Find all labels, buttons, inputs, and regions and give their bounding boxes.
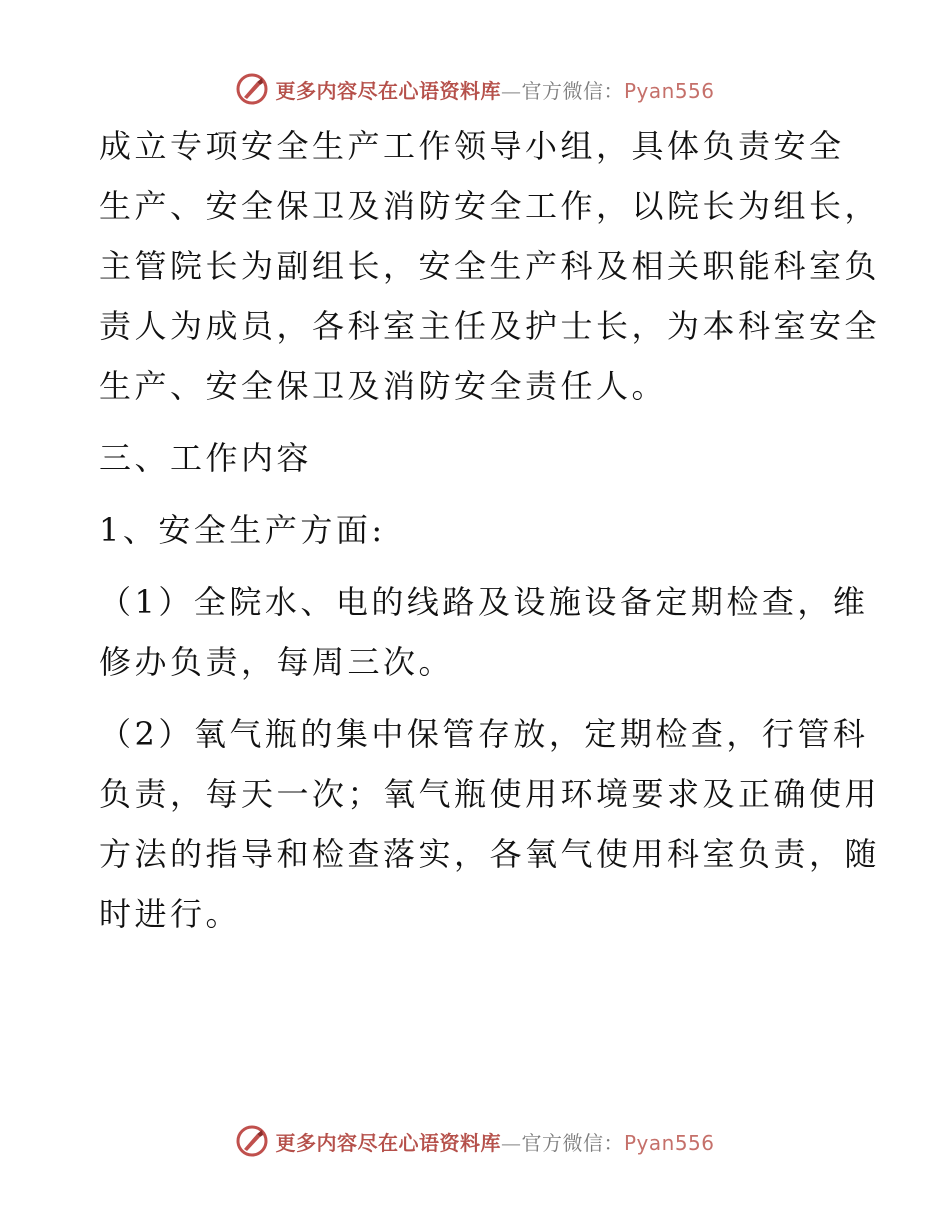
- watermark-text: 更多内容尽在心语资料库—官方微信：Pyan556: [275, 1130, 715, 1155]
- footer-watermark: [0, 1123, 950, 1159]
- pen-logo-icon: [235, 1124, 269, 1158]
- paragraph: [99, 572, 869, 692]
- text-line: 三、工作内容: [99, 439, 313, 477]
- paragraph: [99, 116, 881, 416]
- text-line: 责人为成员，各科室主任及护士长，为本科室安全: [99, 307, 881, 345]
- text-line: 生产、安全保卫及消防安全责任人。: [99, 367, 668, 405]
- text-line: 1、安全生产方面:: [99, 511, 386, 549]
- document-body: [99, 116, 881, 944]
- header-watermark: [0, 71, 950, 107]
- watermark-text: 更多内容尽在心语资料库—官方微信：Pyan556: [275, 78, 715, 103]
- text-line: 主管院长为副组长，安全生产科及相关职能科室负: [99, 247, 881, 285]
- section-heading: [99, 428, 859, 488]
- text-line: 生产、安全保卫及消防安全工作，以院长为组长，: [99, 187, 881, 225]
- subsection-heading: [99, 500, 859, 560]
- text-line: 负责，每天一次；氧气瓶使用环境要求及正确使用: [99, 775, 881, 813]
- paragraph: [99, 704, 881, 944]
- text-line: 成立专项安全生产工作领导小组，具体负责安全: [99, 127, 845, 165]
- text-line: 时进行。: [99, 895, 242, 933]
- text-line: 方法的指导和检查落实，各氧气使用科室负责，随: [99, 835, 881, 873]
- pen-logo-icon: [235, 72, 269, 106]
- text-line: （2）氧气瓶的集中保管存放，定期检查，行管科: [99, 715, 869, 753]
- text-line: 修办负责，每周三次。: [99, 643, 455, 681]
- text-line: （1）全院水、电的线路及设施设备定期检查，维: [99, 583, 869, 621]
